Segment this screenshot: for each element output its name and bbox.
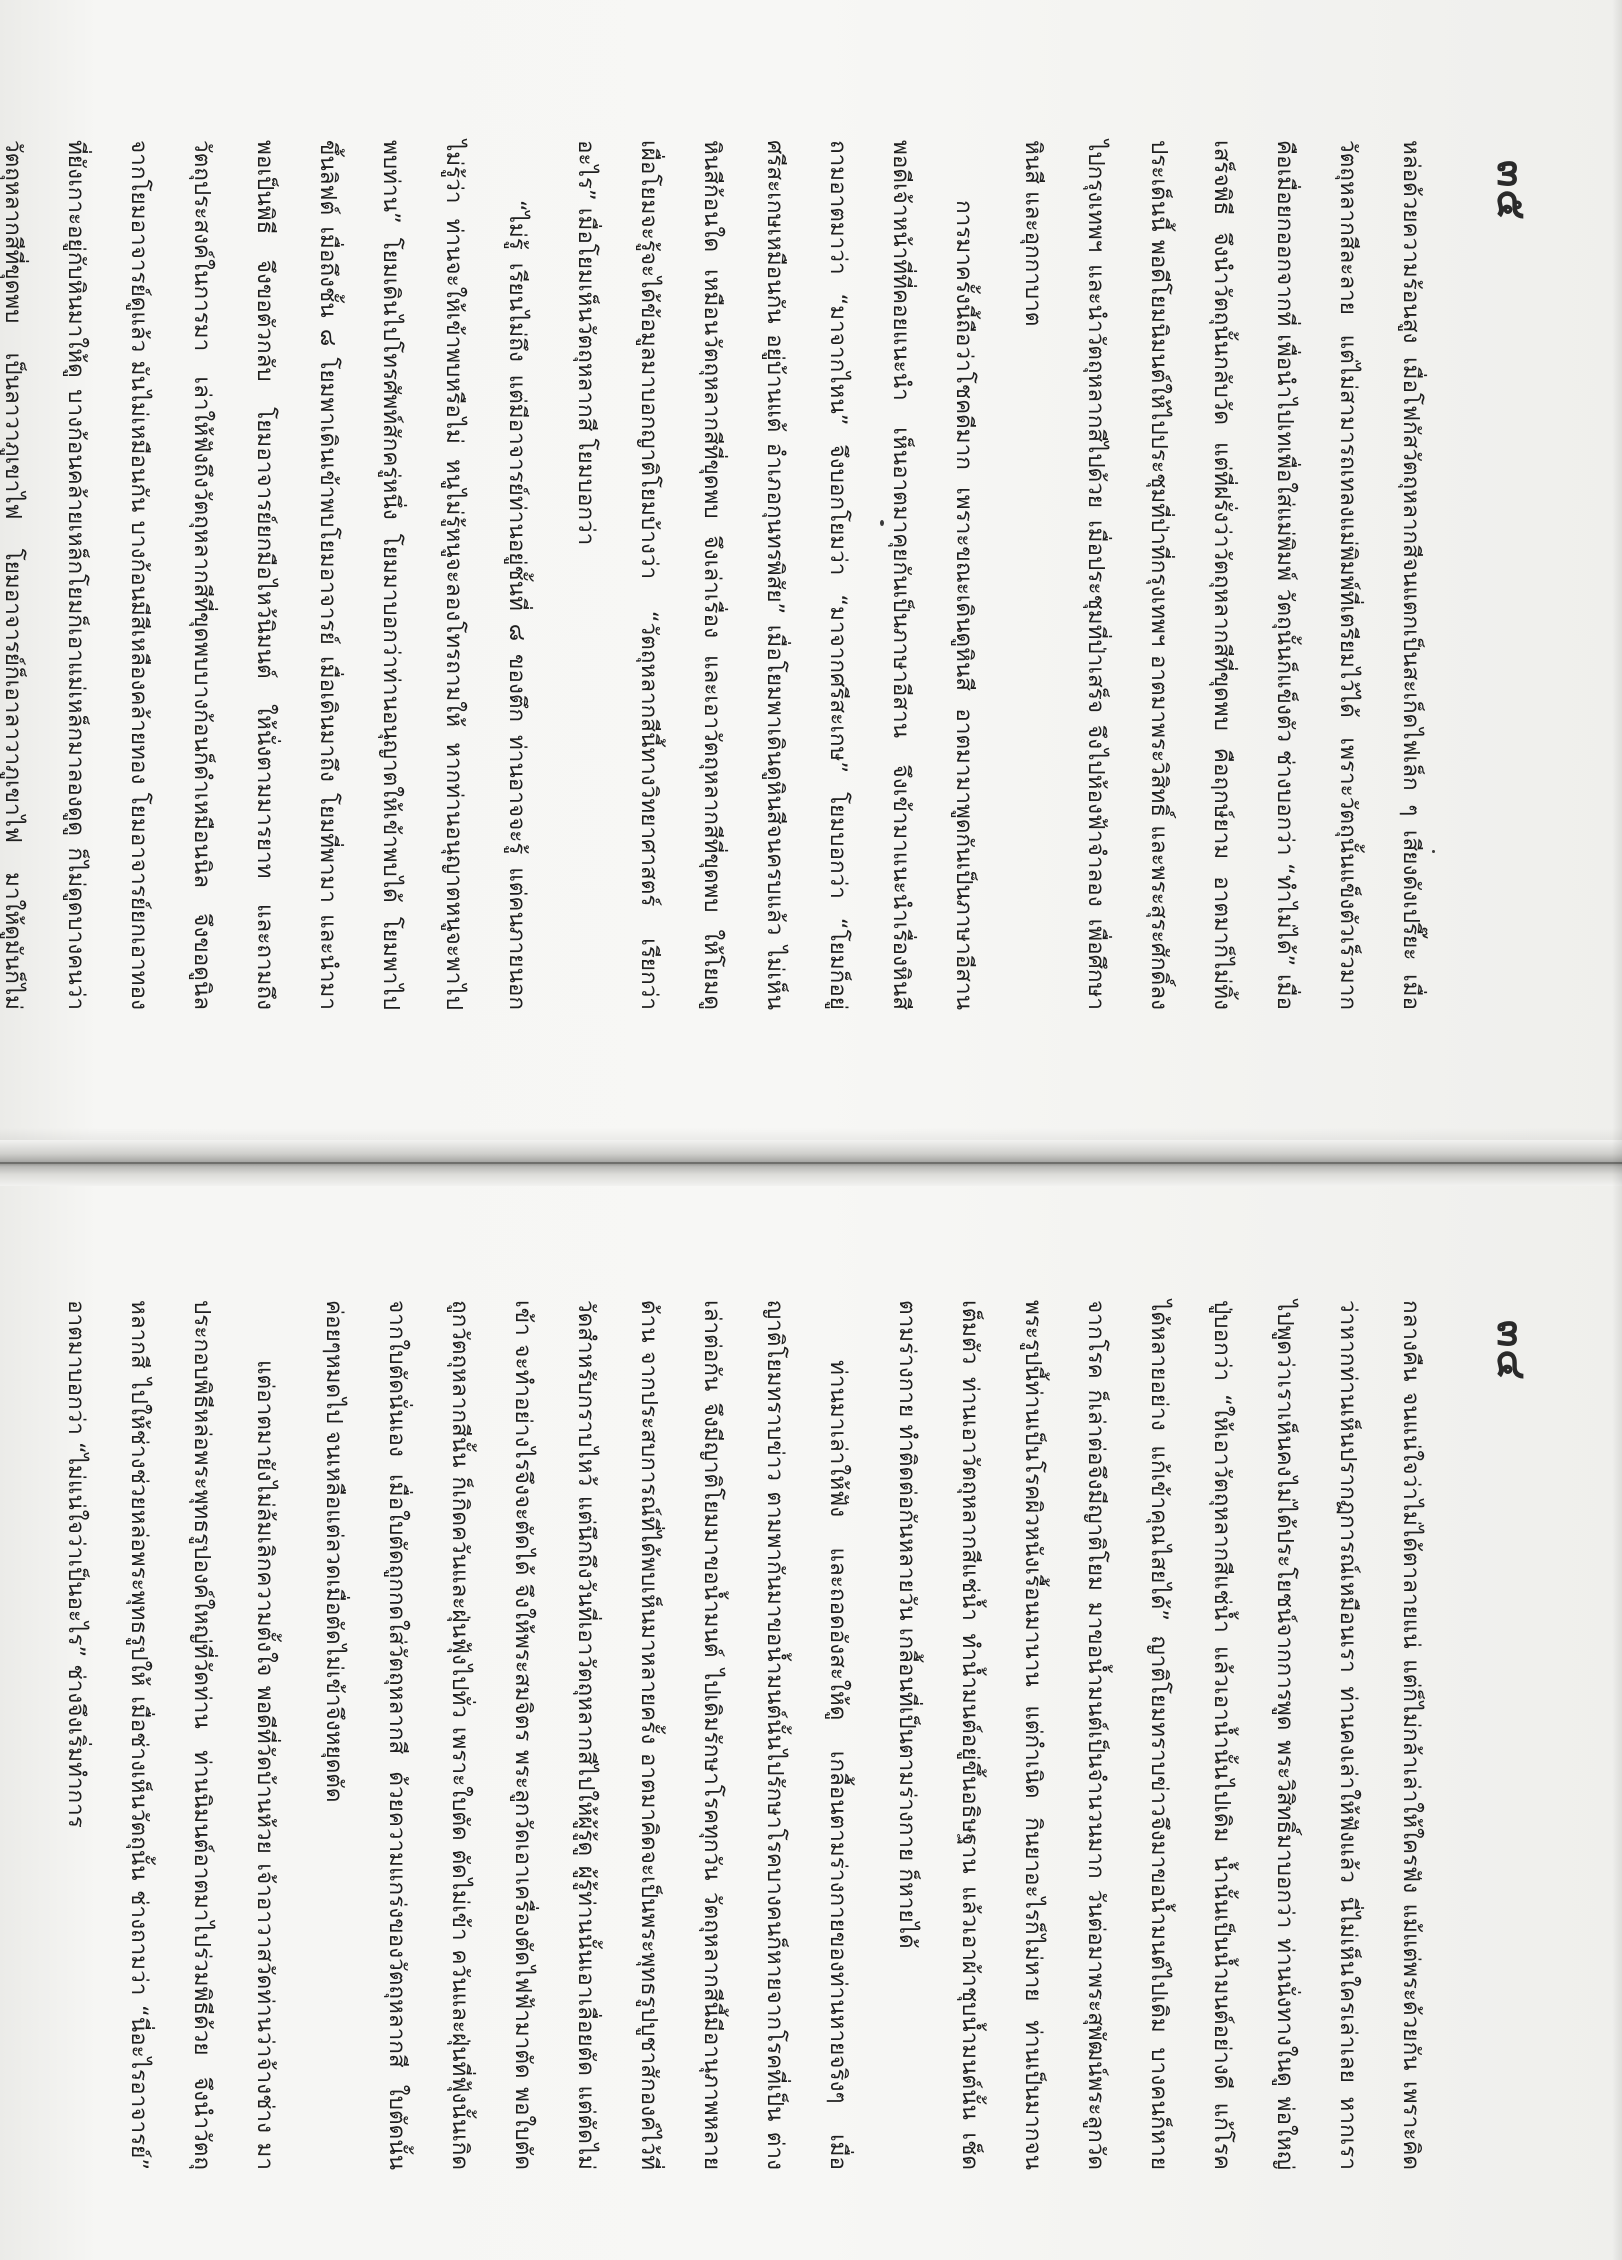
paragraph: แต่อาตมายังไม่ล้มเลิกความตั้งใจ พอดีที่วัดบ้านห้วย เจ้าอาวาสวัดท่านว่าจ้างช่าง มาประกอบพิธีหล่อพระพุทธรูปองค์ใหญ่ที่วัดท่าน ท่านนิมนต์อาตมาไปร่วมพิธีด้วย จึงนำวัตถุหลากสี ไปให้ช่างช่วยหล่อพระพุทธรูปให้ เมื่อช่างเห็นวัตถุนั้น ช่างถามว่า “นี่อะไรอาจารย์” อาตมาบอกว่า “ไม่แน่ใจว่าเป็นอะไร” ช่างจึงเริ่มทำการ xyxy=(63,1300,278,2170)
paragraph: หล่อด้วยความร้อนสูง เมื่อโฟกัสวัตถุหลากสีจนแตกเป็นสะเก็ดไฟเล็ก ๆ เสียงดังเปรี๊ยะ เมื่อวัตถุหลากสีละลาย แต่ไม่สามารถเทลงแม่พิมพ์ที่เตรียมไว้ได้ เพราะวัตถุนั้นแข็งตัวเร็วมาก คือเมื่อยกออกจากที่ เพื่อนำไปเทเพื่อใส่แม่พิมพ์ วัตถุนั้นก็แข็งตัว ช่างบอกว่า “ทำไม่ได้” เมื่อเสร็จพิธี จึงนำวัตถุนั้นกลับวัด แต่ที่ฝรั่งว่าวัตถุหลากสีที่ขุดพบ คือฤกษ์ยาม อาตมาก็ไม่ทิ้งประเด็นนี้ พอดีโยมนิมนต์ให้ไปประชุมที่ป่าที่กรุงเทพฯ อาตมาพระวิสิทธิ์ และพระสุระศักดิ์ลงไปกรุงเทพฯ และนำวัตถุหลากสีไปด้วย เมื่อประชุมที่ป่าเสร็จ จึงไปห้องฟ้าจำลอง เพื่อศึกษาหินสี และอุกกาบาต xyxy=(1020,140,1424,1010)
gutter-line xyxy=(0,1162,1622,1164)
page-35 xyxy=(0,40,1622,1100)
paragraph: ท่านมาเล่าให้ฟัง และถอดอังสะให้ดู เกลื้อนตามร่างกายของท่านหายจริงๆ เมื่อญาติโยมทราบข่าว ตามพากันมาขอน้ำมนต์นั้นไปรักษาโรคบางคนก็หายจากโรคที่เป็น ต่างเล่าต่อกัน จึงมีญาติโยมมาขอน้ำมนต์ ไปเดิมรักษาโรคทุกวัน วัตถุหลากสีนี้มีอานุภาพหลายด้าน จากประสบการณ์ที่ได้พบเห็นมาหลายครั้ง อาตมาคิดจะเป็นพระพุทธรูปบูชาสักองค์ไว้ที่วัดสำหรับกราบไหว้ แต่นึกถึงวันที่เอาวัตถุหลากสีไปให้ผู้รู้ดู ผู้รู้ท่านนั้นเอาเลื่อยตัด แต่ตัดไม่เข้า จะทำอย่างไรจึงจะตัดได้ จึงให้พระสมจิตร พระลูกวัดเอาเครื่องตัดไฟฟ้ามาตัด พอใบตัดถูกวัตถุหลากสีนั้น ก็เกิดควันและฝุ่นฟุ้งไปทั่ว เพราะใบตัด ตัดไม่เข้า ควันและฝุ่นที่ฟุ้งนั้นเกิดจากใบตัดนั่นเอง เมื่อใบตัดถูกกดใส่วัตถุหลากสี ด้วยความแกร่งของวัตถุหลากสี ใบตัดนั้นค่อยๆหมดไป จนเหลือแต่ลวดเมื่อตัดไม่เข้าจึงหยุดตัด xyxy=(321,1300,851,2170)
page-number: ๓๕ xyxy=(1488,160,1534,222)
scan-edge xyxy=(1612,0,1622,2260)
paragraph: กลางคืน จนแน่ใจว่าไม่ได้ตาลายแน่ แต่ก็ไม่กล้าเล่าให้ใครฟัง แม้แต่พระด้วยกัน เพราะคิดว่าหากท่านเห็นปรากฏการณ์เหมือนเรา ท่านคงเล่าให้ฟังแล้ว นี่ไม่เห็นใครเล่าเลย หากเราไปพูดว่าเราเห็นคงไม่ได้ประโยชน์จากการพูด พระวิสิทธิ์มาบอกว่า ท่านนั่งทางในดู พ่อใหญ่ปู่บอกว่า “ให้เอาวัตถุหลากสีแช่น้ำ แล้วเอาน้ำนั้นไปเดิม น้ำนั้นเป็นน้ำมนต์อย่างดี แก้โรคได้หลายอย่าง แก้เข้าคุณไสยได้” ญาติโยมทราบข่าวจึงมาขอน้ำมนต์ไปเดิม บางคนก็หายจากโรค ก็เล่าต่อจึงมีญาติโยม มาขอน้ำมนต์เป็นจำนวนมาก วันต่อมาพระสุพัฒน์พระลูกวัด พระรูปนี้ท่านเป็นโรคผิวหนังเรื้อนมานาน แต่กำเนิด กินยาอะไรก็ไม่หาย ท่านเป็นมากจนเต็มตัว ท่านเอาวัตถุหลากสีแช่น้ำ ทำน้ำมนต์อยู่ขึ้นอธิษฐาน แล้วเอาผ้าชุบน้ำมนต์นั้น เช็ดตามร่างกาย ทำติดต่อกันหลายวัน เกลื้อนที่เป็นตามร่างกาย ก็หายได้ xyxy=(894,1300,1424,2170)
paragraph: การมาครั้งนี้ถือว่าโชคดีมาก เพราะขณะเดินดูหินสี อาตมามาพูดกันเป็นภาษาอีสาน พอดีเจ้าหน้าที่ที่คอยแนะนำ เห็นอาตมาคุยกันเป็นภาษาอีสาน จึงเข้ามาแนะนำเรื่องหินสี ถามอาตมาว่า “มาจากไหน” จึงบอกโยมว่า “มาจากศรีสะเกษ” โยมบอกว่า “โยมก็อยู่ศรีสะเกษเหมือนกัน อยู่บ้านแต้ อำเภอกุนทรพิสัย” เมื่อโยมพาเดินดูหินสีจนครบแล้ว ไม่เห็นหินสีก้อนใด เหมือนวัตถุหลากสีที่ขุดพบ จึงเล่าเรื่อง และเอาวัตถุหลากสีที่ขุดพบ ให้โยมดู เผื่อโยมจะรู้จะได้ข้อมูลมาบอกญาติโยมบ้างว่า “วัตถุหลากสีนี้ทางวิทยาศาสตร์ เรียกว่าอะไร” เมื่อโยมเห็นวัตถุหลากสี โยมบอกว่า xyxy=(573,140,977,1010)
page-34 xyxy=(0,1200,1622,2260)
scan-speck xyxy=(880,520,884,526)
page-body xyxy=(62,1300,1442,2170)
scan-speck xyxy=(1432,850,1435,853)
paragraph: “ไม่รู้ เรียนไม่ถึง แต่มีอาจารย์ท่านอยู่ชั้นที่ ๘ ของตึก ท่านอาจจะรู้ แต่คนภายนอกไม่รู้ว่า ท่านจะให้เข้าพบหรือไม่ หนูไม่รู้หนูจะลองโทรถามให้ หากท่านอนุญาตหนูจะพาไปพบท่าน” โยมเดินไปโทรศัพท์สักครู่หนึ่ง โยมมาบอกว่าท่านอนุญาตให้เข้าพบได้ โยมพาไปขึ้นลิฟต์ เมื่อถึงชั้น ๘ โยมพาเดินเข้าพบโยมอาจารย์ เมื่อเดินมาถึง โยมที่พามา และนำมาพอเป็นพิธี จึงขอตัวกลับ โยมอาจารย์ยกมือไหว้นิมนต์ ให้นั่งตามมารยาท และถามถึงวัตถุประสงค์ในการมา เล่าให้ฟังถึงวัตถุหลากสีที่ขุดพบบางก้อนก็ดำเหมือนนิล จึงขอดูนิลจากโยมอาจารย์ดูแล้ว มันไม่เหมือนกัน บางก้อนมีสีเหลืองคล้ายทอง โยมอาจารย์ยกเอาทอง ที่ยังเกาะอยู่กับหินมาให้ดู บางก้อนคล้ายเหล็กโยมก็เอาแม่เหล็กมาลองดูดู ก็ไม่ดูดบางคนว่าวัตถุหลากสีที่ขุดพบ เป็นลาวาภูเขาไฟ โยมอาจารย์ก็เอาลาวาภูเขาไฟ มาให้ดูมันก็ไม่ xyxy=(0,140,530,1010)
page-number: ๓๔ xyxy=(1488,1320,1534,1382)
page-body xyxy=(0,140,1442,1010)
page-shadow xyxy=(0,1128,1622,1140)
